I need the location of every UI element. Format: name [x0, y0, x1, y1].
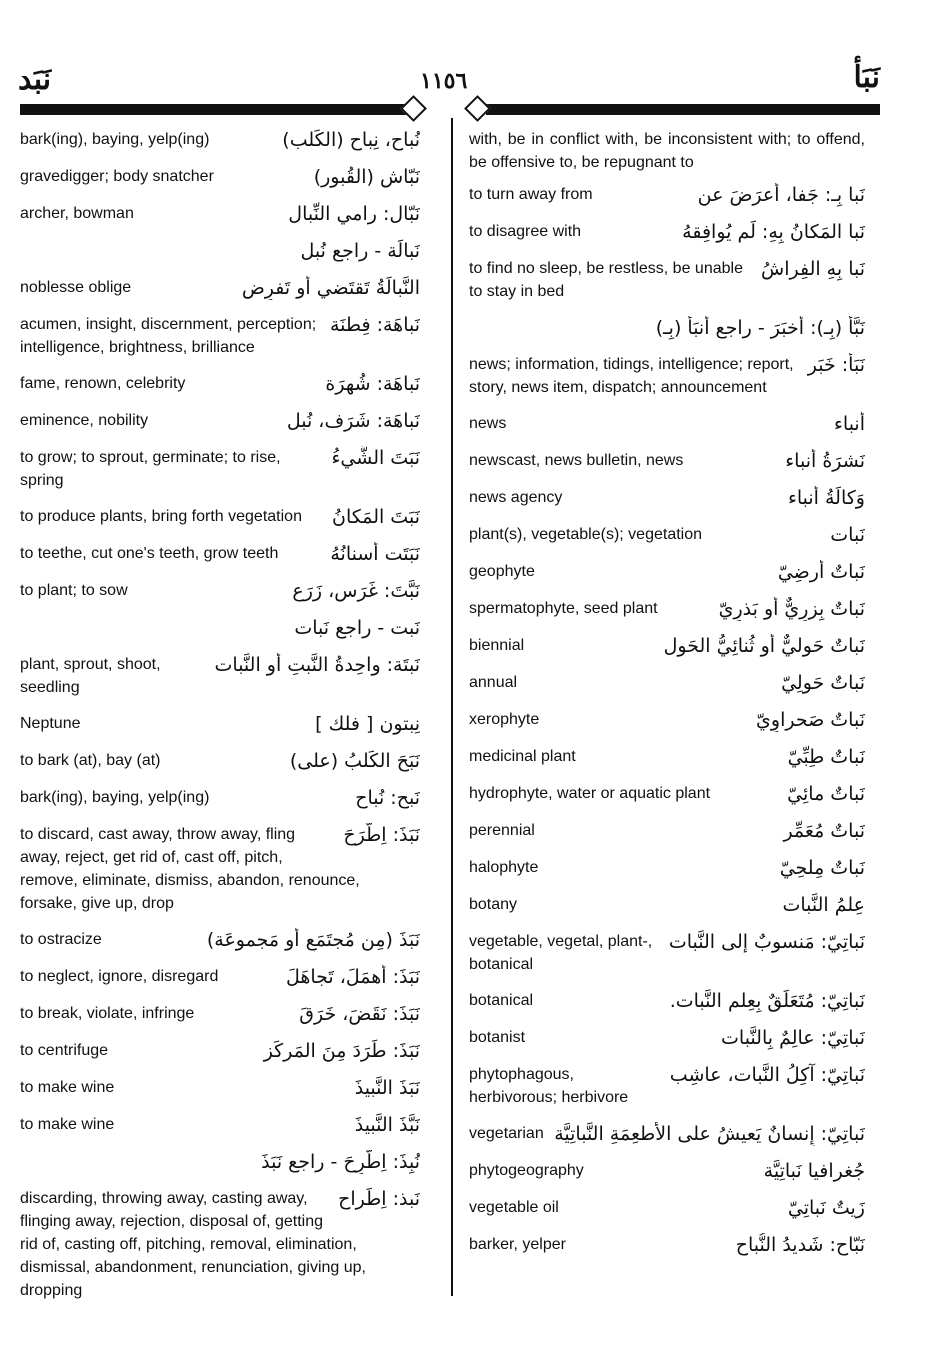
- english-definition: perennial: [469, 822, 535, 839]
- arabic-headword: نَباتٌ صَحراوِيّ: [756, 709, 865, 731]
- dictionary-entry: [469, 745, 865, 769]
- english-definition: acumen, insight, discernment, perception; intelligence, brightness, brilliance: [20, 316, 317, 356]
- dictionary-entry: [20, 653, 420, 699]
- header-rule-left: [20, 104, 415, 115]
- english-definition: noblesse oblige: [20, 279, 132, 296]
- arabic-headword: نَبَّتَ: غَرَس، زَرَع: [292, 580, 420, 602]
- dictionary-entry: [469, 560, 865, 584]
- english-definition: botany: [469, 896, 518, 913]
- dictionary-entry: [469, 353, 865, 399]
- arabic-headword: نَبَذَ النَّبيذَ: [354, 1077, 420, 1099]
- arabic-headword: نَبَذَ: نَقَضَ، خَرَقَ: [299, 1003, 420, 1025]
- english-definition: bark(ing), baying, yelp(ing): [20, 789, 210, 806]
- english-definition: news agency: [469, 489, 563, 506]
- english-definition: to plant; to sow: [20, 582, 128, 599]
- english-definition: to make wine: [20, 1116, 115, 1133]
- english-definition: to break, violate, infringe: [20, 1005, 195, 1022]
- english-definition: to produce plants, bring forth vegetation: [20, 508, 302, 525]
- english-definition: barker, yelper: [469, 1236, 566, 1253]
- column-divider: [451, 118, 453, 1296]
- right-column: [469, 128, 865, 1270]
- dictionary-entry: [469, 856, 865, 880]
- arabic-headword: نَباهَة: فِطنَة: [329, 314, 420, 336]
- dictionary-entry: [20, 1187, 420, 1302]
- diamond-ornament-left: [400, 95, 427, 122]
- dictionary-entry: [20, 372, 420, 396]
- english-definition: medicinal plant: [469, 748, 576, 765]
- english-definition: to make wine: [20, 1079, 115, 1096]
- dictionary-entry: [469, 183, 865, 207]
- arabic-headword: نَباتِيّ: مُتَعَلِّقٌ بِعِلمِ النَّبات.: [669, 990, 865, 1012]
- arabic-headword: نَباتٌ مائِيّ: [787, 783, 865, 805]
- english-definition: plant, sprout, shoot, seedling: [20, 656, 161, 696]
- english-definition: xerophyte: [469, 711, 540, 728]
- dictionary-entry: [20, 1039, 420, 1063]
- header-rule-right: [486, 104, 880, 115]
- arabic-headword: نَباهَة: شَرَف، نُبل: [286, 410, 420, 432]
- arabic-headword: نَبالَة - راجع نُبل: [300, 240, 420, 262]
- dictionary-entry: [469, 1196, 865, 1220]
- english-definition: to ostracize: [20, 931, 102, 948]
- arabic-headword: نَبَذَ: أَهمَلَ، تَجاهَلَ: [285, 966, 420, 988]
- dictionary-entry: [469, 989, 865, 1013]
- arabic-headword: أَنباء: [833, 413, 865, 435]
- dictionary-entry: [469, 819, 865, 843]
- arabic-headword: نَباتِيّ: عالِمٌ بِالنَّبات: [721, 1027, 865, 1049]
- dictionary-entry: [20, 276, 420, 300]
- dictionary-entry: [469, 893, 865, 917]
- arabic-headword: نَبَّأَ (بِـ): أَخبَرَ - راجع أَنبَأَ (بِـ): [655, 317, 865, 339]
- dictionary-entry: [20, 1150, 420, 1174]
- english-definition: bark(ing), baying, yelp(ing): [20, 131, 210, 148]
- arabic-headword: نَبح: نُباح: [355, 787, 420, 809]
- english-definition: gravedigger; body snatcher: [20, 168, 214, 185]
- arabic-headword: نَبذ: اِطِّراح: [338, 1188, 420, 1210]
- dictionary-entry: [469, 708, 865, 732]
- dictionary-entry: [20, 712, 420, 736]
- dictionary-entry: [469, 634, 865, 658]
- arabic-headword: نَباتٌ حَوليٌّ أو ثُنائِيُّ الحَول: [663, 635, 865, 657]
- dictionary-entry: [469, 316, 865, 340]
- dictionary-entry: [469, 597, 865, 621]
- arabic-headword: نَبا بِهِ الفِراشُ: [761, 258, 865, 280]
- english-definition: fame, renown, celebrity: [20, 375, 186, 392]
- arabic-headword: نَباتٌ أَرضِيّ: [777, 561, 865, 583]
- arabic-headword: نَبَذَ: طَرَدَ مِنَ المَركَز: [263, 1040, 420, 1062]
- dictionary-entry: [20, 239, 420, 263]
- arabic-headword: نَبا المَكانُ بِهِ: لَم يُوافِقهُ: [682, 221, 865, 243]
- dictionary-entry: [469, 128, 865, 174]
- dictionary-entry: [469, 1233, 865, 1257]
- english-definition: biennial: [469, 637, 525, 654]
- dictionary-entry: [469, 930, 865, 976]
- english-definition: spermatophyte, seed plant: [469, 600, 658, 617]
- dictionary-entry: [469, 412, 865, 436]
- dictionary-entry: [20, 616, 420, 640]
- arabic-headword: نَباتِيّ: آكِلُ النَّبات، عاشِب: [669, 1064, 865, 1086]
- arabic-headword: نَبَتَ المَكانُ: [331, 506, 420, 528]
- english-definition: archer, bowman: [20, 205, 134, 222]
- arabic-headword: النَّبالَةُ تَقتَضي أو تَفرِض: [241, 277, 420, 299]
- arabic-headword: نَبّاح: شَديدُ النُّباح: [735, 1234, 865, 1256]
- dictionary-entry: [469, 220, 865, 244]
- dictionary-entry: [20, 202, 420, 226]
- arabic-headword: نَبَذَ (مِن مُجتَمَعٍ أو مَجموعَة): [206, 929, 420, 951]
- arabic-headword: نَباتٌ طِبِّيّ: [787, 746, 865, 768]
- english-definition: Neptune: [20, 715, 81, 732]
- english-definition: news; information, tidings, intelligence; report, story, news item, dispatch; announcement: [469, 356, 794, 396]
- dictionary-entry: [469, 1026, 865, 1050]
- english-definition: discarding, throwing away, casting away, flinging away, rejection, disposal of, getting rid of, casting off, pitching, removal, elimination, dismissal, abandonment, renunciation, giving up, dropping: [20, 1190, 366, 1299]
- dictionary-entry: [469, 1159, 865, 1183]
- arabic-headword: نَبَتَ الشَّيءُ: [331, 447, 420, 469]
- dictionary-entry: [20, 1076, 420, 1100]
- arabic-headword: نَشرَةُ أَنباء: [785, 450, 865, 472]
- english-definition: annual: [469, 674, 518, 691]
- english-definition: eminence, nobility: [20, 412, 149, 429]
- arabic-headword: نَبا بِـ: جَفا، أَعرَضَ عن: [697, 184, 865, 206]
- dictionary-entry: [469, 257, 865, 303]
- english-definition: phytogeography: [469, 1162, 584, 1179]
- english-definition: to bark (at), bay (at): [20, 752, 161, 769]
- english-definition: vegetable, vegetal, plant-, botanical: [469, 933, 653, 973]
- arabic-headword: زَيتٌ نَباتِيّ: [787, 1197, 865, 1219]
- arabic-headword: نَباهَة: شُهرَة: [325, 373, 420, 395]
- english-definition: plant(s), vegetable(s); vegetation: [469, 526, 703, 543]
- arabic-headword: نَبَتَت أَسنانُهُ: [330, 543, 420, 565]
- english-definition: to find no sleep, be restless, be unable to stay in bed: [469, 260, 743, 300]
- arabic-headword: نَباتٌ مِلحِيّ: [779, 857, 865, 879]
- dictionary-entry: [20, 965, 420, 989]
- arabic-headword: نَبَذَ: اِطَّرَحَ: [343, 824, 420, 846]
- arabic-headword: نَباتِيّ: مَنسوبٌ إلى النَّبات: [668, 931, 865, 953]
- english-definition: to teethe, cut one's teeth, grow teeth: [20, 545, 279, 562]
- arabic-headword: نَباتِيّ: إِنسانٌ يَعيشُ على الأَطعِمَةِ النَّباتِيَّة: [554, 1123, 865, 1145]
- arabic-headword: نَبَأ: خَبَر: [807, 354, 865, 376]
- english-definition: to centrifuge: [20, 1042, 109, 1059]
- english-definition: botanist: [469, 1029, 526, 1046]
- arabic-headword: نَبَحَ الكَلبُ (على): [289, 750, 420, 772]
- dictionary-entry: [469, 449, 865, 473]
- arabic-headword: نَبات: [830, 524, 865, 546]
- dictionary-entry: [20, 823, 420, 915]
- english-definition: phytophagous, herbivorous; herbivore: [469, 1066, 629, 1106]
- dictionary-entry: [20, 505, 420, 529]
- dictionary-entry: [20, 928, 420, 952]
- arabic-headword: وَكالَةُ أَنباء: [787, 487, 865, 509]
- arabic-headword: نَبت - راجع نَبات: [294, 617, 420, 639]
- english-definition: to discard, cast away, throw away, fling away, reject, get rid of, cast off, pitch, remove, eliminate, dismiss, abandon, renounce, forsake, give up, drop: [20, 826, 360, 912]
- english-definition: botanical: [469, 992, 534, 1009]
- english-definition: to disagree with: [469, 223, 582, 240]
- left-column: [20, 128, 420, 1315]
- arabic-headword: نَباتٌ مُعَمِّر: [783, 820, 865, 842]
- arabic-headword: جُغرافيا نَباتِيَّة: [763, 1160, 865, 1182]
- arabic-headword: نِبتون [ فلك ]: [315, 713, 420, 735]
- arabic-headword: نَبّاش (القُبور): [313, 166, 420, 188]
- english-definition: to grow; to sprout, germinate; to rise, spring: [20, 449, 281, 489]
- arabic-headword: نَبَّذَ النَّبيذَ: [354, 1114, 420, 1136]
- english-definition: to neglect, ignore, disregard: [20, 968, 219, 985]
- english-definition: news: [469, 415, 507, 432]
- english-definition: hydrophyte, water or aquatic plant: [469, 785, 711, 802]
- dictionary-entry: [20, 579, 420, 603]
- arabic-headword: نُبِذَ: اِطُّرِحَ - راجع نَبَذَ: [261, 1151, 420, 1173]
- dictionary-entry: [469, 782, 865, 806]
- arabic-headword: نَبّال: رامي النِّبال: [288, 203, 420, 225]
- dictionary-entry: [469, 1063, 865, 1109]
- arabic-headword: عِلمُ النَّبات: [782, 894, 865, 916]
- dictionary-entry: [20, 446, 420, 492]
- guide-word-left: نَبَد: [18, 62, 52, 97]
- english-definition: to turn away from: [469, 186, 593, 203]
- english-definition: newscast, news bulletin, news: [469, 452, 684, 469]
- dictionary-entry: [20, 1002, 420, 1026]
- english-definition: with, be in conflict with, be inconsistent with; to offend, be offensive to, be repugnant to: [469, 131, 865, 171]
- page-number: ١١٥٦: [420, 68, 468, 94]
- arabic-headword: نَباتٌ حَولِيّ: [781, 672, 865, 694]
- english-definition: halophyte: [469, 859, 539, 876]
- dictionary-entry: [20, 1113, 420, 1137]
- dictionary-entry: [20, 786, 420, 810]
- english-definition: vegetarian: [469, 1125, 544, 1142]
- english-definition: geophyte: [469, 563, 535, 580]
- english-definition: vegetable oil: [469, 1199, 559, 1216]
- dictionary-entry: [469, 1122, 865, 1146]
- arabic-headword: نَباتٌ بِزرِيٌّ أو بَذرِيّ: [718, 598, 865, 620]
- dictionary-entry: [20, 313, 420, 359]
- arabic-headword: نَبتَة: واحِدةُ النَّبتِ أو النَّبات: [214, 654, 420, 676]
- diamond-ornament-right: [464, 95, 491, 122]
- dictionary-entry: [469, 523, 865, 547]
- dictionary-entry: [20, 542, 420, 566]
- guide-word-right: نَبَأ: [853, 60, 880, 95]
- dictionary-entry: [469, 671, 865, 695]
- dictionary-entry: [20, 409, 420, 433]
- dictionary-entry: [20, 165, 420, 189]
- dictionary-entry: [469, 486, 865, 510]
- dictionary-entry: [20, 749, 420, 773]
- arabic-headword: نُباح، نِباح (الكَلب): [282, 129, 420, 151]
- dictionary-entry: [20, 128, 420, 152]
